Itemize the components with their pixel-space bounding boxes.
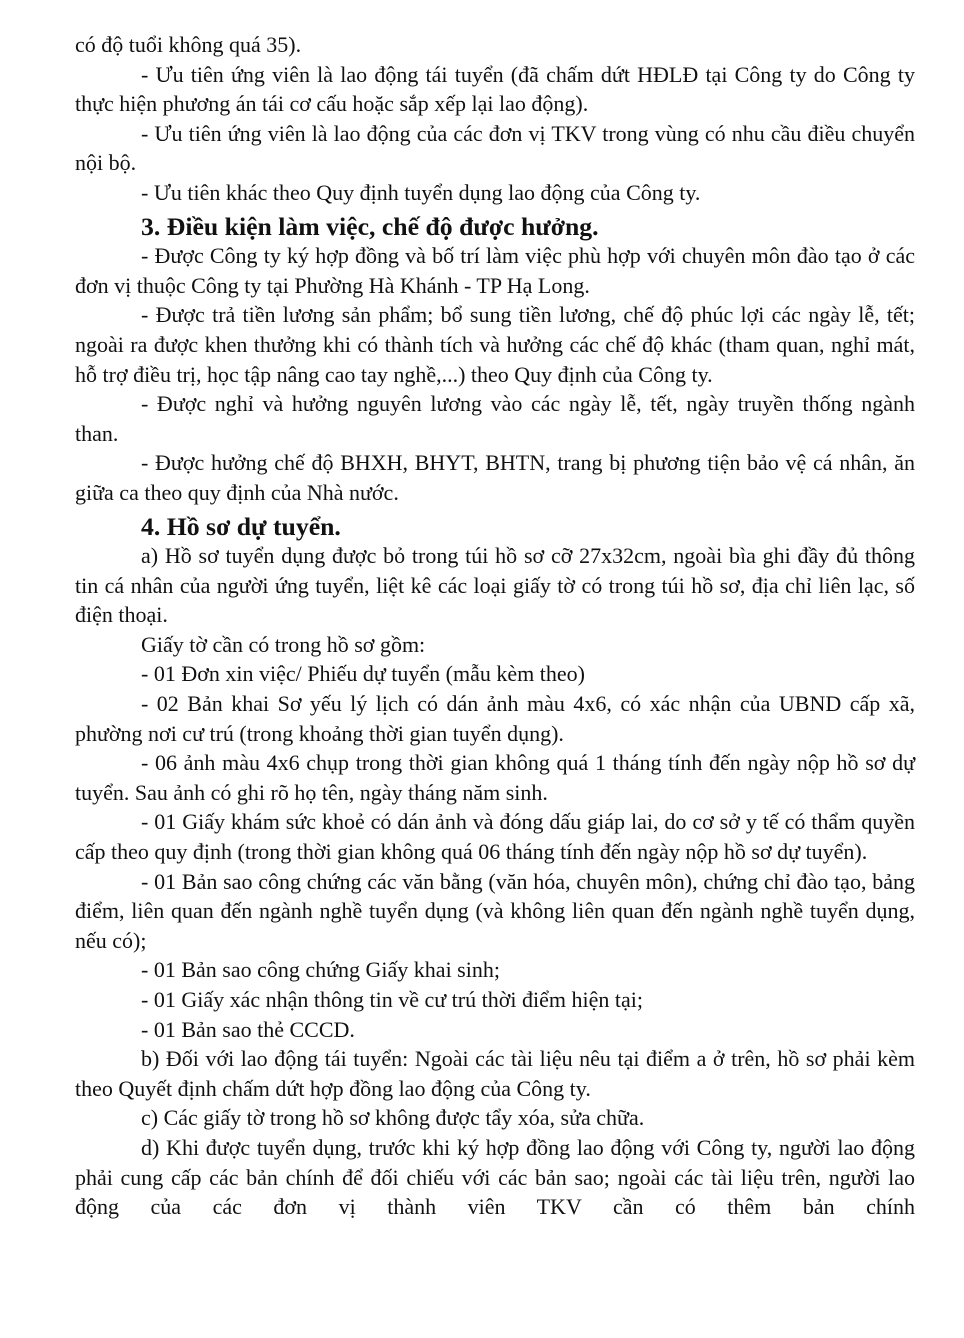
paragraph-originals-required: d) Khi được tuyển dụng, trước khi ký hợp đồng lao động với Công ty, người lao động phải cung cấp các bản chính để đối chiếu với các bản sao; ngoài các tài liệu trên, người lao động của các đơn vị thành viên TKV cần có thêm bản chính [75,1134,915,1220]
paragraph-priority-rehire: - Ưu tiên ứng viên là lao động tái tuyển (đã chấm dứt HĐLĐ tại Công ty do Công ty thực hiện phương án tái cơ cấu hoặc sắp xếp lại lao động). [75,61,915,117]
paragraph-rehire-docs: b) Đối với lao động tái tuyển: Ngoài các tài liệu nêu tại điểm a ở trên, hồ sơ phải kèm theo Quyết định chấm dứt hợp đồng lao động của Công ty. [75,1046,915,1101]
paragraph-priority-other: - Ưu tiên khác theo Quy định tuyển dụng lao động của Công ty. [141,179,701,205]
list-item-health-certificate: - 01 Giấy khám sức khoẻ có dán ảnh và đóng dấu giáp lai, do cơ sở y tế có thẩm quyền cấp theo quy định (trong thời gian không quá 06 tháng tính đến ngày nộp hồ sơ dự tuyển). [75,809,915,865]
paragraph-file-envelope: a) Hồ sơ tuyển dụng được bỏ trong túi hồ sơ cỡ 27x32cm, ngoài bìa ghi đầy đủ thông tin cá nhân của người ứng tuyển, liệt kê các loại giấy tờ có trong túi hồ sơ, địa chỉ liên lạc, số điện thoại. [75,543,915,628]
document-page [75,30,915,1222]
paragraph-priority-tkv: - Ưu tiên ứng viên là lao động của các đơn vị TKV trong vùng có nhu cầu điều chuyển nội bộ. [75,120,915,176]
paragraph-contract-placement: - Được Công ty ký hợp đồng và bố trí làm việc phù hợp với chuyên môn đào tạo ở các đơn vị thuộc Công ty tại Phường Hà Khánh - TP Hạ Long. [75,243,915,298]
list-item-cv: - 02 Bản khai Sơ yếu lý lịch có dán ảnh màu 4x6, có xác nhận của UBND cấp xã, phường nơi cư trú (trong khoảng thời gian tuyển dụng). [75,691,915,746]
list-item-birth-certificate: - 01 Bản sao công chứng Giấy khai sinh; [141,957,500,983]
section-heading-working-conditions: 3. Điều kiện làm việc, chế độ được hưởng. [141,211,599,241]
paragraph-paid-holidays: - Được nghỉ và hưởng nguyên lương vào các ngày lễ, tết, ngày truyền thống ngành than. [75,391,915,446]
list-item-residence-confirmation: - 01 Giấy xác nhận thông tin về cư trú thời điểm hiện tại; [141,987,643,1012]
paragraph-no-alterations: c) Các giấy tờ trong hồ sơ không được tẩy xóa, sửa chữa. [141,1105,645,1131]
list-item-photos: - 06 ảnh màu 4x6 chụp trong thời gian không quá 1 tháng tính đến ngày nộp hồ sơ dự tuyển. Sau ảnh có ghi rõ họ tên, ngày tháng năm sinh. [75,750,915,805]
list-item-application-form: - 01 Đơn xin việc/ Phiếu dự tuyển (mẫu kèm theo) [141,661,585,687]
paragraph-insurance: - Được hưởng chế độ BHXH, BHYT, BHTN, trang bị phương tiện bảo vệ cá nhân, ăn giữa ca theo quy định của Nhà nước. [75,450,915,505]
section-heading-application-file: 4. Hồ sơ dự tuyển. [141,511,341,541]
list-item-diplomas: - 01 Bản sao công chứng các văn bằng (văn hóa, chuyên môn), chứng chỉ đào tạo, bảng điểm, liên quan đến ngành nghề tuyển dụng (và không liên quan đến ngành nghề tuyển dụng, nếu có); [75,868,915,953]
paragraph-required-docs-intro: Giấy tờ cần có trong hồ sơ gồm: [141,631,426,657]
paragraph-salary-benefits: - Được trả tiền lương sản phẩm; bổ sung tiền lương, chế độ phúc lợi các ngày lễ, tết; ngoài ra được khen thưởng khi có thành tích và hưởng các chế độ khác (tham quan, nghỉ mát, hỗ trợ điều trị, học tập nâng cao tay nghề,...) theo Quy định của Công ty. [75,302,915,387]
paragraph-age-limit: có độ tuổi không quá 35). [75,32,302,57]
list-item-id-card: - 01 Bản sao thẻ CCCD. [141,1016,355,1042]
